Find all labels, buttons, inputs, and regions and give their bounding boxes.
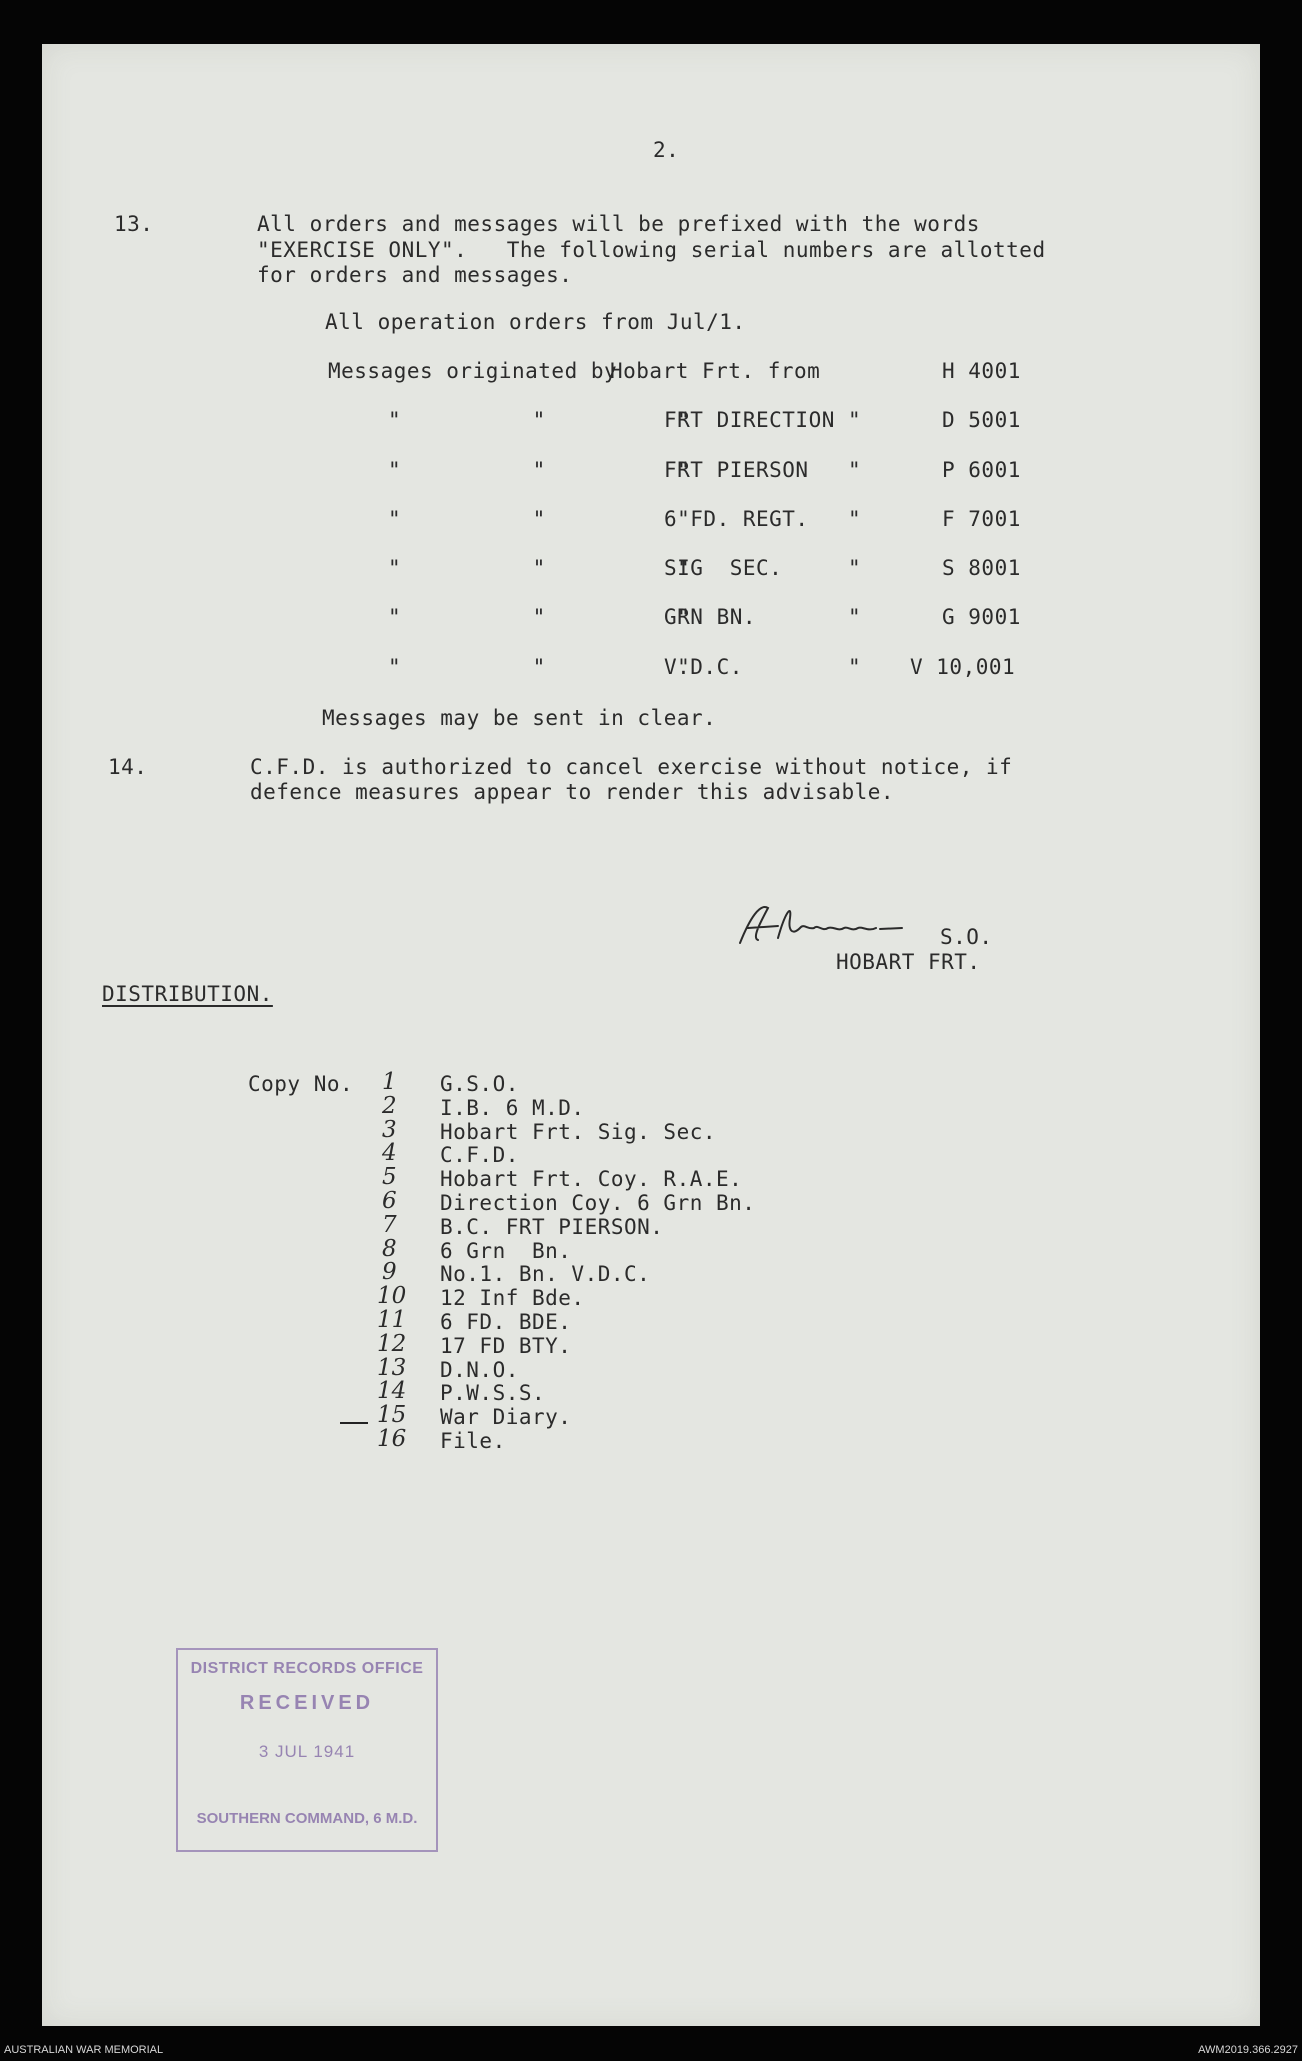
distribution-recipient: 6 FD. BDE. <box>440 1310 572 1334</box>
para-13-line-3: for orders and messages. <box>257 263 573 287</box>
distribution-copy-number: 15 <box>377 1402 407 1429</box>
distribution-recipient: I.B. 6 M.D. <box>440 1095 585 1120</box>
distribution-copy-number: 5 <box>382 1164 397 1191</box>
para-14-line-1: C.F.D. is authorized to cancel exercise without notice, if <box>250 755 1013 779</box>
pen-mark-arrow <box>340 1422 368 1424</box>
message-row-serial: S 8001 <box>942 556 1021 580</box>
messages-clear-line: Messages may be sent in clear. <box>322 706 717 730</box>
signature-unit: HOBART FRT. <box>836 950 981 974</box>
message-row-prefix: " " " <box>388 556 691 580</box>
distribution-recipient: War Diary. <box>440 1405 572 1430</box>
message-row-serial: V 10,001 <box>910 655 1016 679</box>
message-row-prefix: Messages originated by <box>328 359 618 383</box>
distribution-copy-number: 2 <box>382 1092 397 1119</box>
distribution-copy-number: 14 <box>377 1378 407 1405</box>
distribution-recipient: Hobart Frt. Coy. R.A.E. <box>440 1167 743 1192</box>
message-row-prefix: " " " <box>388 408 691 432</box>
distribution-copy-number: 6 <box>382 1188 397 1214</box>
message-row-serial: D 5001 <box>942 408 1021 432</box>
message-row-serial: P 6001 <box>942 458 1021 482</box>
copy-no-label: Copy No. <box>248 1072 354 1096</box>
distribution-copy-number: 7 <box>382 1211 397 1238</box>
distribution-recipient: 17 FD BTY. <box>440 1333 572 1358</box>
distribution-recipient: C.F.D. <box>440 1143 519 1168</box>
message-row-prefix: " " " <box>388 605 691 629</box>
distribution-recipient: No.1. Bn. V.D.C. <box>440 1262 651 1287</box>
message-row-prefix: " " " <box>388 507 691 531</box>
distribution-recipient: D.N.O. <box>440 1357 519 1382</box>
message-row-prefix: " " " <box>388 655 691 679</box>
distribution-copy-number: 13 <box>377 1354 407 1381</box>
message-row-unit: 6 FD. REGT. " <box>664 507 862 531</box>
distribution-copy-number: 3 <box>382 1116 397 1143</box>
distribution-recipient: P.W.S.S. <box>440 1381 546 1406</box>
signature-title: S.O. <box>940 925 993 949</box>
message-row-serial: G 9001 <box>942 605 1021 629</box>
distribution-recipient: Hobart Frt. Sig. Sec. <box>440 1119 717 1144</box>
message-row-unit: V.D.C. " <box>664 655 862 679</box>
page-number: 2. <box>653 138 680 162</box>
para-13-number: 13. <box>114 212 154 236</box>
para-14-line-2: defence measures appear to render this advisable. <box>250 780 895 804</box>
message-row-prefix: " " " <box>388 458 691 482</box>
distribution-copy-number: 8 <box>382 1235 397 1262</box>
stamp-command: SOUTHERN COMMAND, 6 M.D. <box>196 1810 418 1827</box>
distribution-recipient: G.S.O. <box>440 1072 519 1096</box>
stamp-date: 3 JUL 1941 <box>258 1742 356 1761</box>
operation-orders-line: All operation orders from Jul/1. <box>325 310 746 334</box>
distribution-recipient: 6 Grn Bn. <box>440 1238 572 1263</box>
message-row-unit: GRN BN. " <box>664 605 862 629</box>
message-row-unit: SIG SEC. " <box>664 556 862 580</box>
handwritten-signature <box>730 898 930 958</box>
distribution-copy-number: 10 <box>377 1283 407 1310</box>
distribution-recipient: B.C. FRT PIERSON. <box>440 1214 664 1239</box>
para-13-line-2: "EXERCISE ONLY". The following serial numbers are allotted <box>257 238 1046 262</box>
distribution-heading: DISTRIBUTION. <box>102 982 273 1006</box>
distribution-recipient: Direction Coy. 6 Grn Bn. <box>440 1191 756 1215</box>
message-row-serial: H 4001 <box>942 359 1021 383</box>
distribution-copy-number: 16 <box>377 1426 407 1452</box>
footer-right: AWM2019.366.2927 <box>1198 2044 1298 2056</box>
stamp-office: DISTRICT RECORDS OFFICE <box>190 1660 424 1677</box>
stamp-received: RECEIVED <box>239 1692 375 1714</box>
footer-left: AUSTRALIAN WAR MEMORIAL <box>4 2044 164 2056</box>
distribution-copy-number: 9 <box>382 1259 397 1286</box>
distribution-recipient: File. <box>440 1429 506 1453</box>
distribution-recipient: 12 Inf Bde. <box>440 1286 585 1311</box>
distribution-copy-number: 12 <box>377 1330 407 1357</box>
distribution-copy-number: 11 <box>377 1307 407 1333</box>
message-row-serial: F 7001 <box>942 507 1021 531</box>
distribution-copy-number: 1 <box>382 1069 397 1095</box>
para-13-line-1: All orders and messages will be prefixed with the words <box>257 212 980 236</box>
distribution-copy-number: 4 <box>382 1140 397 1167</box>
received-stamp <box>176 1648 438 1852</box>
message-row-unit: FRT PIERSON " <box>664 458 862 482</box>
message-row-unit: FRT DIRECTION " <box>664 408 862 432</box>
message-row-unit: Hobart Frt. from <box>610 359 821 383</box>
para-14-number: 14. <box>108 755 148 779</box>
